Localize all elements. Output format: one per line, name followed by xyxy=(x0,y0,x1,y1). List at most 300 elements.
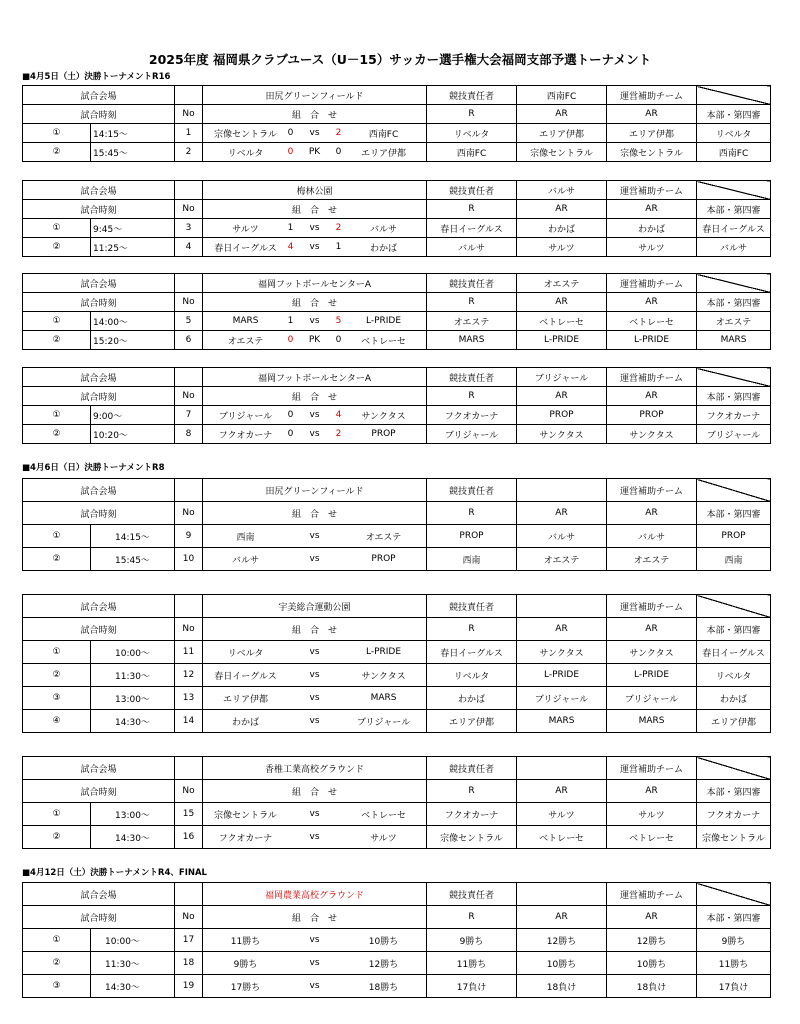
match-time-text: 14:30～ xyxy=(115,717,150,728)
header-row-venue xyxy=(23,86,771,105)
match-time xyxy=(91,312,175,331)
team-b: PROP xyxy=(371,429,396,439)
schedule-table xyxy=(22,273,771,350)
team-b: ブリジャール xyxy=(356,717,411,728)
team-b: オエステ xyxy=(365,532,402,543)
assistant-referee-2: L-PRIDE xyxy=(607,331,697,350)
headquarters-fourth-official: フクオカーナ xyxy=(697,406,771,425)
kumiawase-label: 組 合 せ xyxy=(203,780,427,803)
assistant-referee-2: 10勝ち xyxy=(607,952,697,975)
match-mark: ② xyxy=(23,664,91,687)
assistant-referee-1: PROP xyxy=(517,406,607,425)
assistant-referee-2: 18負け xyxy=(607,975,697,998)
headquarters-fourth-official: 春日イーグルス xyxy=(697,641,771,664)
header-row-venue xyxy=(23,479,771,502)
match-row xyxy=(23,124,771,143)
match-mark: ① xyxy=(23,406,91,425)
match-pairing xyxy=(203,687,427,710)
score-a: 0 xyxy=(287,335,294,345)
assistant-referee-2: 12勝ち xyxy=(607,929,697,952)
match-number: 14 xyxy=(175,710,203,733)
match-mark: ② xyxy=(23,548,91,571)
match-number: 7 xyxy=(175,406,203,425)
vs-label: vs xyxy=(309,716,320,726)
team-b: 西南FC xyxy=(368,129,399,140)
ar-label: AR xyxy=(607,502,697,525)
match-mark: ② xyxy=(23,952,91,975)
vs-label: vs xyxy=(309,128,320,138)
no-label: No xyxy=(175,502,203,525)
match-time xyxy=(91,425,175,444)
referee-label: 競技責任者 xyxy=(427,368,517,387)
venue-label: 試合会場 xyxy=(23,595,175,618)
team-a: 春日イーグルス xyxy=(214,243,277,254)
schedule-table xyxy=(22,478,771,571)
team-b: 12勝ち xyxy=(368,959,399,970)
venue-name: 福岡フットボールセンターA xyxy=(203,274,427,293)
score-a: 1 xyxy=(287,223,294,233)
header-row-venue xyxy=(23,274,771,293)
assistant-referee-1: L-PRIDE xyxy=(517,664,607,687)
match-pairing xyxy=(203,406,427,425)
headquarters-fourth-official: リベルタ xyxy=(697,124,771,143)
header-row-columns xyxy=(23,293,771,312)
referee-team xyxy=(517,479,607,502)
support-team-label: 運営補助チーム xyxy=(607,368,697,387)
ar-label: AR xyxy=(517,200,607,219)
score-a: 0 xyxy=(287,410,294,420)
r-label: R xyxy=(427,105,517,124)
no-blank-cell xyxy=(175,757,203,780)
kumiawase-label: 組 合 せ xyxy=(203,387,427,406)
ar-label: AR xyxy=(607,906,697,929)
match-time-text: 14:15～ xyxy=(115,532,150,543)
match-time-text: 10:00～ xyxy=(115,648,150,659)
diagonal-cell xyxy=(697,595,771,618)
ar-label: AR xyxy=(607,200,697,219)
team-a: オエステ xyxy=(227,336,264,347)
ar-label: AR xyxy=(607,105,697,124)
match-time-text: 15:45～ xyxy=(115,555,150,566)
team-a: 17勝ち xyxy=(230,982,261,993)
team-a: フクオカーナ xyxy=(218,430,273,441)
headquarters-fourth-official: フクオカーナ xyxy=(697,803,771,826)
match-time xyxy=(91,929,175,952)
match-time-text: 9:45～ xyxy=(93,224,123,235)
referee-r: フクオカーナ xyxy=(427,803,517,826)
match-mark: ① xyxy=(23,641,91,664)
team-b: わかば xyxy=(370,243,398,254)
team-a: フクオカーナ xyxy=(218,833,273,844)
match-row xyxy=(23,238,771,257)
header-row-venue xyxy=(23,883,771,906)
team-b: ベトレーセ xyxy=(361,810,406,821)
headquarters-fourth-official: MARS xyxy=(697,331,771,350)
match-time xyxy=(91,143,175,162)
match-number: 2 xyxy=(175,143,203,162)
match-row xyxy=(23,929,771,952)
referee-r: 9勝ち xyxy=(427,929,517,952)
match-mark: ① xyxy=(23,124,91,143)
team-b: ベトレーセ xyxy=(361,336,406,347)
match-number: 1 xyxy=(175,124,203,143)
team-a: サルツ xyxy=(232,224,259,235)
no-label: No xyxy=(175,906,203,929)
r-label: R xyxy=(427,200,517,219)
match-pairing xyxy=(203,525,427,548)
match-pairing xyxy=(203,826,427,849)
support-team-label: 運営補助チーム xyxy=(607,181,697,200)
assistant-referee-1: L-PRIDE xyxy=(517,331,607,350)
match-number: 9 xyxy=(175,525,203,548)
diagonal-cell xyxy=(697,883,771,906)
venue-label: 試合会場 xyxy=(23,757,175,780)
hq-label: 本部・第四審 xyxy=(697,387,771,406)
match-row xyxy=(23,548,771,571)
ar-label: AR xyxy=(517,906,607,929)
no-label: No xyxy=(175,200,203,219)
kumiawase-label: 組 合 せ xyxy=(203,906,427,929)
score-b: 4 xyxy=(335,410,342,420)
assistant-referee-1: 宗像セントラル xyxy=(517,143,607,162)
no-blank-cell xyxy=(175,479,203,502)
schedule-table xyxy=(22,882,771,998)
kumiawase-label: 組 合 せ xyxy=(203,200,427,219)
team-b: MARS xyxy=(370,693,397,703)
match-time-text: 14:30～ xyxy=(105,982,140,993)
support-team-label: 運営補助チーム xyxy=(607,479,697,502)
kumiawase-label: 組 合 せ xyxy=(203,502,427,525)
match-row xyxy=(23,641,771,664)
referee-r: 春日イーグルス xyxy=(427,219,517,238)
no-blank-cell xyxy=(175,595,203,618)
header-row-venue xyxy=(23,595,771,618)
kumiawase-label: 組 合 せ xyxy=(203,293,427,312)
vs-label: vs xyxy=(309,647,320,657)
assistant-referee-2: ベトレーセ xyxy=(607,826,697,849)
no-label: No xyxy=(175,387,203,406)
team-b: サルツ xyxy=(370,833,397,844)
match-number: 3 xyxy=(175,219,203,238)
venue-name: 香椎工業高校グラウンド xyxy=(203,757,427,780)
referee-team: ブリジャール xyxy=(517,368,607,387)
match-row xyxy=(23,143,771,162)
match-pairing xyxy=(203,929,427,952)
match-number: 15 xyxy=(175,803,203,826)
diagonal-cell xyxy=(697,181,771,200)
referee-team xyxy=(517,883,607,906)
score-b: 5 xyxy=(335,316,342,326)
headquarters-fourth-official: 11勝ち xyxy=(697,952,771,975)
match-time-text: 11:30～ xyxy=(115,671,150,682)
match-mark: ④ xyxy=(23,710,91,733)
assistant-referee-2: サンクタス xyxy=(607,425,697,444)
assistant-referee-1: サルツ xyxy=(517,238,607,257)
match-number: 17 xyxy=(175,929,203,952)
header-row-columns xyxy=(23,618,771,641)
ar-label: AR xyxy=(607,387,697,406)
match-pairing xyxy=(203,664,427,687)
no-label: No xyxy=(175,105,203,124)
match-pairing xyxy=(203,710,427,733)
venue-label: 試合会場 xyxy=(23,368,175,387)
venue-label: 試合会場 xyxy=(23,479,175,502)
referee-r: エリア伊都 xyxy=(427,710,517,733)
team-a: MARS xyxy=(232,316,259,326)
assistant-referee-1: エリア伊都 xyxy=(517,124,607,143)
assistant-referee-1: 18負け xyxy=(517,975,607,998)
no-blank-cell xyxy=(175,883,203,906)
headquarters-fourth-official: 西南 xyxy=(697,548,771,571)
referee-team: 西南FC xyxy=(517,86,607,105)
header-row-columns xyxy=(23,780,771,803)
assistant-referee-2: バルサ xyxy=(607,525,697,548)
assistant-referee-1: 10勝ち xyxy=(517,952,607,975)
vs-label: vs xyxy=(309,410,320,420)
referee-r: PROP xyxy=(427,525,517,548)
team-a: リベルタ xyxy=(227,648,264,659)
headquarters-fourth-official: PROP xyxy=(697,525,771,548)
assistant-referee-2: サンクタス xyxy=(607,641,697,664)
team-a: 11勝ち xyxy=(230,936,261,947)
score-b: 2 xyxy=(335,223,342,233)
assistant-referee-1: ベトレーセ xyxy=(517,826,607,849)
diagonal-cell xyxy=(697,757,771,780)
match-row xyxy=(23,331,771,350)
match-time-text: 13:00～ xyxy=(115,694,150,705)
assistant-referee-2: エリア伊都 xyxy=(607,124,697,143)
assistant-referee-1: サンクタス xyxy=(517,641,607,664)
match-number: 6 xyxy=(175,331,203,350)
header-row-columns xyxy=(23,200,771,219)
match-mark: ② xyxy=(23,425,91,444)
headquarters-fourth-official: 17負け xyxy=(697,975,771,998)
kumiawase-label: 組 合 せ xyxy=(203,105,427,124)
team-b: サンクタス xyxy=(361,411,406,422)
vs-label: vs xyxy=(309,958,320,968)
no-blank-cell xyxy=(175,86,203,105)
match-time-text: 9:00～ xyxy=(93,411,123,422)
venue-label: 試合会場 xyxy=(23,181,175,200)
hq-label: 本部・第四審 xyxy=(697,502,771,525)
headquarters-fourth-official: オエステ xyxy=(697,312,771,331)
header-row-venue xyxy=(23,181,771,200)
team-a: ブリジャール xyxy=(218,411,273,422)
schedule-table xyxy=(22,756,771,849)
match-row xyxy=(23,664,771,687)
assistant-referee-2: サルツ xyxy=(607,803,697,826)
hq-label: 本部・第四審 xyxy=(697,200,771,219)
match-number: 4 xyxy=(175,238,203,257)
header-row-columns xyxy=(23,906,771,929)
team-b: サンクタス xyxy=(361,671,406,682)
match-time xyxy=(91,406,175,425)
header-row-columns xyxy=(23,105,771,124)
match-time xyxy=(91,975,175,998)
referee-r: 11勝ち xyxy=(427,952,517,975)
match-mark: ② xyxy=(23,331,91,350)
vs-label: vs xyxy=(309,429,320,439)
assistant-referee-1: サルツ xyxy=(517,803,607,826)
vs-label: PK xyxy=(308,335,321,345)
match-time-text: 14:30～ xyxy=(115,833,150,844)
kumiawase-label: 組 合 せ xyxy=(203,618,427,641)
match-row xyxy=(23,803,771,826)
score-a: 0 xyxy=(287,147,294,157)
match-mark: ③ xyxy=(23,975,91,998)
vs-label: vs xyxy=(309,693,320,703)
headquarters-fourth-official: 西南FC xyxy=(697,143,771,162)
section-heading: ■4月12日（土）決勝トーナメントR4、FINAL xyxy=(22,868,207,878)
assistant-referee-2: ブリジャール xyxy=(607,687,697,710)
match-pairing xyxy=(203,331,427,350)
assistant-referee-2: ベトレーセ xyxy=(607,312,697,331)
match-time-text: 10:00～ xyxy=(105,936,140,947)
match-pairing xyxy=(203,238,427,257)
match-mark: ① xyxy=(23,525,91,548)
match-pairing xyxy=(203,219,427,238)
match-time-text: 14:15～ xyxy=(93,129,128,140)
match-mark: ① xyxy=(23,803,91,826)
assistant-referee-1: わかば xyxy=(517,219,607,238)
team-a: バルサ xyxy=(232,555,260,566)
ar-label: AR xyxy=(517,293,607,312)
r-label: R xyxy=(427,780,517,803)
venue-name: 田尻グリーンフィールド xyxy=(203,86,427,105)
match-mark: ① xyxy=(23,929,91,952)
match-row xyxy=(23,219,771,238)
vs-label: vs xyxy=(309,223,320,233)
venue-name: 福岡フットボールセンターA xyxy=(203,368,427,387)
ar-label: AR xyxy=(607,780,697,803)
referee-r: わかば xyxy=(427,687,517,710)
match-pairing xyxy=(203,803,427,826)
referee-r: 春日イーグルス xyxy=(427,641,517,664)
support-team-label: 運営補助チーム xyxy=(607,274,697,293)
team-b: L-PRIDE xyxy=(365,647,402,657)
hq-label: 本部・第四審 xyxy=(697,293,771,312)
score-b: 0 xyxy=(335,147,342,157)
time-label: 試合時刻 xyxy=(23,387,175,406)
no-label: No xyxy=(175,618,203,641)
vs-label: vs xyxy=(309,670,320,680)
assistant-referee-1: オエステ xyxy=(517,548,607,571)
assistant-referee-2: MARS xyxy=(607,710,697,733)
match-mark: ② xyxy=(23,143,91,162)
team-b: エリア伊都 xyxy=(361,148,407,159)
assistant-referee-2: オエステ xyxy=(607,548,697,571)
team-b: バルサ xyxy=(370,224,398,235)
vs-label: vs xyxy=(309,531,320,541)
match-number: 8 xyxy=(175,425,203,444)
diagonal-cell xyxy=(697,479,771,502)
page-title: 2025年度 福岡県クラブユース（U－15）サッカー選手権大会福岡支部予選トーナメント xyxy=(148,52,652,67)
match-number: 10 xyxy=(175,548,203,571)
score-a: 0 xyxy=(287,128,294,138)
match-time-text: 11:30～ xyxy=(105,959,140,970)
no-label: No xyxy=(175,780,203,803)
no-blank-cell xyxy=(175,181,203,200)
headquarters-fourth-official: 春日イーグルス xyxy=(697,219,771,238)
score-b: 2 xyxy=(335,429,342,439)
match-row xyxy=(23,952,771,975)
match-time-text: 15:20～ xyxy=(93,336,128,347)
match-time-text: 11:25～ xyxy=(93,243,128,254)
team-a: 9勝ち xyxy=(233,959,258,970)
match-mark: ① xyxy=(23,219,91,238)
header-row-columns xyxy=(23,502,771,525)
score-a: 0 xyxy=(287,429,294,439)
referee-r: オエステ xyxy=(427,312,517,331)
referee-label: 競技責任者 xyxy=(427,883,517,906)
assistant-referee-1: ブリジャール xyxy=(517,687,607,710)
vs-label: vs xyxy=(309,809,320,819)
header-row-venue xyxy=(23,368,771,387)
match-time xyxy=(91,664,175,687)
match-time xyxy=(91,687,175,710)
match-mark: ③ xyxy=(23,687,91,710)
match-pairing xyxy=(203,952,427,975)
assistant-referee-1: サンクタス xyxy=(517,425,607,444)
r-label: R xyxy=(427,906,517,929)
hq-label: 本部・第四審 xyxy=(697,780,771,803)
time-label: 試合時刻 xyxy=(23,502,175,525)
match-mark: ② xyxy=(23,238,91,257)
headquarters-fourth-official: エリア伊都 xyxy=(697,710,771,733)
referee-r: フクオカーナ xyxy=(427,406,517,425)
headquarters-fourth-official: リベルタ xyxy=(697,664,771,687)
assistant-referee-1: ベトレーセ xyxy=(517,312,607,331)
match-time-text: 13:00～ xyxy=(115,810,150,821)
venue-label: 試合会場 xyxy=(23,86,175,105)
match-time xyxy=(91,219,175,238)
team-a: エリア伊都 xyxy=(223,694,269,705)
schedule-table xyxy=(22,85,771,162)
time-label: 試合時刻 xyxy=(23,200,175,219)
match-time xyxy=(91,952,175,975)
match-number: 16 xyxy=(175,826,203,849)
match-pairing xyxy=(203,312,427,331)
venue-name: 宇美総合運動公園 xyxy=(203,595,427,618)
header-row-venue xyxy=(23,757,771,780)
match-pairing xyxy=(203,425,427,444)
match-time xyxy=(91,124,175,143)
match-row xyxy=(23,312,771,331)
referee-label: 競技責任者 xyxy=(427,595,517,618)
team-a: 春日イーグルス xyxy=(214,671,277,682)
no-blank-cell xyxy=(175,368,203,387)
match-row xyxy=(23,826,771,849)
support-team-label: 運営補助チーム xyxy=(607,757,697,780)
referee-r: バルサ xyxy=(427,238,517,257)
ar-label: AR xyxy=(517,780,607,803)
assistant-referee-2: 宗像セントラル xyxy=(607,143,697,162)
score-a: 4 xyxy=(287,242,294,252)
assistant-referee-2: わかば xyxy=(607,219,697,238)
time-label: 試合時刻 xyxy=(23,293,175,312)
section-heading: ■4月5日（土）決勝トーナメントR16 xyxy=(22,72,171,82)
time-label: 試合時刻 xyxy=(23,906,175,929)
referee-team: オエステ xyxy=(517,274,607,293)
team-a: わかば xyxy=(232,717,260,728)
section-heading: ■4月6日（日）決勝トーナメントR8 xyxy=(22,463,165,473)
match-row xyxy=(23,975,771,998)
referee-r: 西南 xyxy=(427,548,517,571)
support-team-label: 運営補助チーム xyxy=(607,595,697,618)
match-mark: ② xyxy=(23,826,91,849)
assistant-referee-2: L-PRIDE xyxy=(607,664,697,687)
assistant-referee-1: バルサ xyxy=(517,525,607,548)
